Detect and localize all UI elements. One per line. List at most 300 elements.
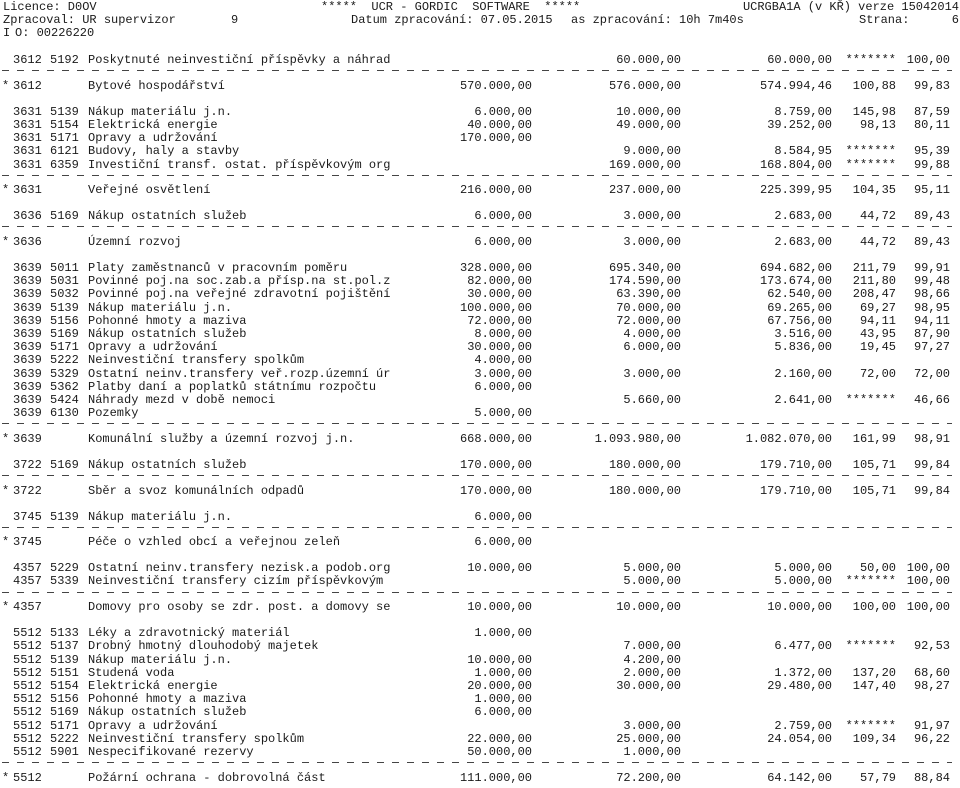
actual-value: 29.480,00: [767, 678, 832, 693]
item-code: 5139: [50, 300, 79, 315]
percent-of-adjusted: 99,84: [913, 457, 950, 472]
paragraph-code: 3639: [13, 287, 42, 302]
row-description: Komunální služby a územní rozvoj j.n.: [88, 431, 355, 446]
actual-value: 5.000,00: [774, 574, 832, 589]
header-line-2: [3, 13, 959, 27]
percent-of-adjusted: 99,48: [913, 274, 950, 289]
paragraph-code: 5512: [13, 692, 42, 707]
row-description: Ostatní neinv.transfery nezisk.a podob.org: [88, 561, 391, 576]
approved-budget: 6.000,00: [474, 209, 532, 224]
table-row: [0, 132, 960, 145]
percent-of-approved: 44,72: [859, 234, 896, 249]
percent-of-approved: 104,35: [852, 183, 896, 198]
paragraph-code: 5512: [13, 639, 42, 654]
actual-value: 39.252,00: [767, 117, 832, 132]
percent-of-approved: 147,40: [852, 678, 896, 693]
approved-budget: 170.000,00: [459, 457, 532, 472]
paragraph-code: 5512: [13, 678, 42, 693]
approved-budget: 30.000,00: [467, 287, 532, 302]
item-code: 5169: [50, 209, 79, 224]
approved-budget: 10.000,00: [467, 600, 532, 615]
actual-value: 60.000,00: [767, 53, 832, 67]
row-description: Nákup ostatních služeb: [88, 457, 247, 472]
percent-of-approved: 105,71: [852, 457, 896, 472]
item-code: 5031: [50, 274, 79, 289]
percent-of-adjusted: 94,11: [913, 313, 950, 328]
percent-of-adjusted: 92,53: [913, 639, 950, 654]
table-row: [0, 720, 960, 733]
table-row: [0, 119, 960, 132]
table-row: [0, 288, 960, 301]
row-description: Nespecifikované rezervy: [88, 744, 254, 759]
row-description: Péče o vzhled obcí a veřejnou zeleň: [88, 535, 341, 550]
dashed-separator: [2, 592, 952, 593]
paragraph-code: 3639: [13, 379, 42, 394]
actual-value: 225.399,95: [759, 183, 832, 198]
paragraph-code: 3612: [13, 78, 42, 93]
actual-value: 8.759,00: [774, 104, 832, 119]
total-marker: *: [2, 535, 10, 550]
adjusted-budget: 174.590,00: [608, 274, 681, 289]
adjusted-budget: 3.000,00: [623, 366, 681, 381]
paragraph-code: 4357: [13, 600, 42, 615]
item-code: 5151: [50, 665, 79, 680]
actual-value: 2.759,00: [774, 718, 832, 733]
dashed-separator: [2, 423, 952, 424]
adjusted-budget: 5.000,00: [623, 574, 681, 589]
approved-budget: 72.000,00: [467, 313, 532, 328]
row-description: Pozemky: [88, 406, 139, 421]
item-code: 6121: [50, 144, 79, 159]
row-description: Nákup ostatních služeb: [88, 326, 247, 341]
item-code: 5011: [50, 260, 79, 275]
adjusted-budget: 49.000,00: [616, 117, 681, 132]
percent-of-approved: *******: [845, 144, 896, 159]
adjusted-budget: 2.000,00: [623, 665, 681, 680]
row-description: Bytové hospodářství: [88, 78, 225, 93]
ico-value: O: 00226220: [15, 26, 95, 40]
item-code: 5169: [50, 457, 79, 472]
dashed-separator: [2, 175, 952, 176]
table-row: [0, 354, 960, 367]
ico-prefix: I: [3, 26, 11, 40]
total-marker: *: [2, 78, 10, 93]
paragraph-code: 3639: [13, 353, 42, 368]
table-row: [0, 706, 960, 719]
adjusted-budget: 72.200,00: [616, 770, 681, 785]
table-row: [0, 159, 960, 172]
adjusted-budget: 7.000,00: [623, 639, 681, 654]
item-code: 6359: [50, 157, 79, 172]
percent-of-adjusted: 95,39: [913, 144, 950, 159]
processed-by: Zpracoval: UR supervizor: [3, 13, 176, 27]
percent-of-adjusted: 89,43: [913, 209, 950, 224]
row-description: Domovy pro osoby se zdr. post. a domovy se: [88, 600, 391, 615]
percent-of-adjusted: 87,90: [913, 326, 950, 341]
table-row: [0, 680, 960, 693]
actual-value: 2.683,00: [774, 209, 832, 224]
paragraph-code: 3639: [13, 274, 42, 289]
row-description: Investiční transf. ostat. příspěvkovým org: [88, 157, 391, 172]
table-row: [0, 693, 960, 706]
row-description: Platby daní a poplatků státnímu rozpočtu: [88, 379, 377, 394]
adjusted-budget: 237.000,00: [608, 183, 681, 198]
actual-value: 2.683,00: [774, 234, 832, 249]
paragraph-code: 3639: [13, 260, 42, 275]
dashed-separator: [2, 70, 952, 71]
actual-value: 8.584,95: [774, 144, 832, 159]
approved-budget: 328.000,00: [459, 260, 532, 275]
row-description: Ostatní neinv.transfery veř.rozp.územní úr: [88, 366, 391, 381]
paragraph-code: 3639: [13, 406, 42, 421]
paragraph-code: 5512: [13, 665, 42, 680]
percent-of-adjusted: 100,00: [906, 53, 950, 67]
approved-budget: 100.000,00: [459, 300, 532, 315]
percent-of-approved: 105,71: [852, 483, 896, 498]
percent-of-adjusted: 95,11: [913, 183, 950, 198]
table-row: [0, 368, 960, 381]
row-description: Opravy a udržování: [88, 340, 218, 355]
percent-of-adjusted: 99,84: [913, 483, 950, 498]
paragraph-code: 5512: [13, 731, 42, 746]
percent-of-approved: 19,45: [859, 340, 896, 355]
row-description: Nákup ostatních služeb: [88, 705, 247, 720]
paragraph-code: 3639: [13, 431, 42, 446]
paragraph-code: 3631: [13, 157, 42, 172]
approved-budget: 1.000,00: [474, 626, 532, 641]
dashed-separator: [2, 527, 952, 528]
table-row: [0, 341, 960, 354]
adjusted-budget: 4.000,00: [623, 326, 681, 341]
section-total-row: [0, 80, 960, 93]
actual-value: 3.516,00: [774, 326, 832, 341]
table-row: [0, 262, 960, 275]
item-code: 5229: [50, 561, 79, 576]
item-code: 5222: [50, 731, 79, 746]
percent-of-adjusted: 80,11: [913, 117, 950, 132]
dashed-separator: [2, 762, 952, 763]
section-total-row: [0, 536, 960, 549]
percent-of-adjusted: 98,27: [913, 678, 950, 693]
table-row: [0, 746, 960, 759]
row-description: Poskytnuté neinvestiční příspěvky a náhrad: [88, 53, 391, 67]
adjusted-budget: 72.000,00: [616, 313, 681, 328]
item-code: 5032: [50, 287, 79, 302]
table-row: [0, 640, 960, 653]
paragraph-code: 5512: [13, 652, 42, 667]
item-code: 5133: [50, 626, 79, 641]
actual-value: 179.710,00: [759, 457, 832, 472]
table-row: [0, 54, 960, 67]
table-row: [0, 667, 960, 680]
item-code: 5901: [50, 744, 79, 759]
item-code: 5339: [50, 574, 79, 589]
row-description: Drobný hmotný dlouhodobý majetek: [88, 639, 319, 654]
paragraph-code: 3636: [13, 209, 42, 224]
approved-budget: 170.000,00: [459, 131, 532, 146]
adjusted-budget: 1.093.980,00: [594, 431, 681, 446]
percent-of-adjusted: 87,59: [913, 104, 950, 119]
approved-budget: 10.000,00: [467, 561, 532, 576]
paragraph-code: 5512: [13, 626, 42, 641]
approved-budget: 668.000,00: [459, 431, 532, 446]
actual-value: 62.540,00: [767, 287, 832, 302]
item-code: 5169: [50, 705, 79, 720]
percent-of-approved: 137,20: [852, 665, 896, 680]
adjusted-budget: 6.000,00: [623, 340, 681, 355]
dashed-separator: [2, 226, 952, 227]
row-description: Opravy a udržování: [88, 131, 218, 146]
item-code: 5137: [50, 639, 79, 654]
item-code: 5222: [50, 353, 79, 368]
approved-budget: 30.000,00: [467, 340, 532, 355]
table-row: [0, 275, 960, 288]
percent-of-approved: 100,00: [852, 600, 896, 615]
actual-value: 6.477,00: [774, 639, 832, 654]
adjusted-budget: 10.000,00: [616, 104, 681, 119]
processing-time: as zpracování: 10h 7m40s: [571, 13, 744, 27]
actual-value: 574.994,46: [759, 78, 832, 93]
paragraph-code: 3631: [13, 117, 42, 132]
page-label: Strana:: [859, 13, 910, 27]
adjusted-budget: 30.000,00: [616, 678, 681, 693]
row-description: Nákup materiálu j.n.: [88, 300, 233, 315]
approved-budget: 6.000,00: [474, 509, 532, 524]
percent-of-adjusted: 98,95: [913, 300, 950, 315]
actual-value: 24.054,00: [767, 731, 832, 746]
actual-value: 5.000,00: [774, 561, 832, 576]
paragraph-code: 3639: [13, 366, 42, 381]
percent-of-adjusted: 91,97: [913, 718, 950, 733]
percent-of-adjusted: 99,88: [913, 157, 950, 172]
adjusted-budget: 9.000,00: [623, 144, 681, 159]
adjusted-budget: 5.000,00: [623, 561, 681, 576]
percent-of-adjusted: 100,00: [906, 561, 950, 576]
item-code: 5139: [50, 104, 79, 119]
paragraph-code: 5512: [13, 705, 42, 720]
dashed-separator: [2, 475, 952, 476]
table-row: [0, 145, 960, 158]
percent-of-approved: 44,72: [859, 209, 896, 224]
licence-label: Licence: D0OV: [3, 0, 97, 14]
total-marker: *: [2, 183, 10, 198]
percent-of-approved: 145,98: [852, 104, 896, 119]
adjusted-budget: 3.000,00: [623, 209, 681, 224]
row-description: Platy zaměstnanců v pracovním poměru: [88, 260, 348, 275]
item-code: 5154: [50, 117, 79, 132]
item-code: 5156: [50, 692, 79, 707]
approved-budget: 82.000,00: [467, 274, 532, 289]
row-description: Opravy a udržování: [88, 718, 218, 733]
actual-value: 2.641,00: [774, 392, 832, 407]
actual-value: 694.682,00: [759, 260, 832, 275]
adjusted-budget: 3.000,00: [623, 718, 681, 733]
percent-of-adjusted: 97,27: [913, 340, 950, 355]
percent-of-adjusted: 100,00: [906, 574, 950, 589]
page-number: 6: [951, 13, 959, 27]
item-code: 5156: [50, 313, 79, 328]
percent-of-approved: *******: [845, 718, 896, 733]
row-description: Neinvestiční transfery spolkům: [88, 353, 305, 368]
section-total-row: [0, 485, 960, 498]
percent-of-approved: 72,00: [859, 366, 896, 381]
section-total-row: [0, 236, 960, 249]
adjusted-budget: 63.390,00: [616, 287, 681, 302]
item-code: 5192: [50, 53, 79, 67]
adjusted-budget: 10.000,00: [616, 600, 681, 615]
table-row: [0, 575, 960, 588]
adjusted-budget: 60.000,00: [616, 53, 681, 67]
table-row: [0, 210, 960, 223]
actual-value: 173.674,00: [759, 274, 832, 289]
table-row: [0, 407, 960, 420]
adjusted-budget: 1.000,00: [623, 744, 681, 759]
actual-value: 64.142,00: [767, 770, 832, 785]
approved-budget: 6.000,00: [474, 234, 532, 249]
table-row: [0, 511, 960, 524]
percent-of-approved: 94,11: [859, 313, 896, 328]
actual-value: 2.160,00: [774, 366, 832, 381]
table-row: [0, 654, 960, 667]
row-description: Povinné poj.na soc.zab.a přísp.na st.pol.z: [88, 274, 391, 289]
percent-of-adjusted: 99,83: [913, 78, 950, 93]
percent-of-approved: 43,95: [859, 326, 896, 341]
item-code: 5362: [50, 379, 79, 394]
percent-of-approved: 208,47: [852, 287, 896, 302]
approved-budget: 1.000,00: [474, 665, 532, 680]
percent-of-approved: 57,79: [859, 770, 896, 785]
item-code: 5424: [50, 392, 79, 407]
item-code: 5139: [50, 652, 79, 667]
paragraph-code: 3722: [13, 457, 42, 472]
approved-budget: 111.000,00: [459, 770, 532, 785]
paragraph-code: 3631: [13, 104, 42, 119]
paragraph-code: 4357: [13, 574, 42, 589]
percent-of-approved: *******: [845, 157, 896, 172]
row-description: Neinvestiční transfery spolkům: [88, 731, 305, 746]
total-marker: *: [2, 770, 10, 785]
header-line-1: [3, 0, 959, 14]
percent-of-approved: 109,34: [852, 731, 896, 746]
actual-value: 1.082.070,00: [745, 431, 832, 446]
percent-of-approved: 211,79: [852, 260, 896, 275]
actual-value: 67.756,00: [767, 313, 832, 328]
row-description: Budovy, haly a stavby: [88, 144, 240, 159]
processing-date: Datum zpracování: 07.05.2015: [351, 13, 553, 27]
row-description: Nákup materiálu j.n.: [88, 104, 233, 119]
table-row: [0, 733, 960, 746]
item-code: 5139: [50, 509, 79, 524]
actual-value: 179.710,00: [759, 483, 832, 498]
paragraph-code: 3639: [13, 300, 42, 315]
approved-budget: 4.000,00: [474, 353, 532, 368]
section-total-row: [0, 433, 960, 446]
paragraph-code: 3722: [13, 483, 42, 498]
percent-of-approved: 50,00: [859, 561, 896, 576]
total-marker: *: [2, 600, 10, 615]
actual-value: 1.372,00: [774, 665, 832, 680]
percent-of-adjusted: 88,84: [913, 770, 950, 785]
adjusted-budget: 3.000,00: [623, 234, 681, 249]
item-code: 5171: [50, 340, 79, 355]
percent-of-adjusted: 98,91: [913, 431, 950, 446]
row-description: Studená voda: [88, 665, 175, 680]
item-code: 5171: [50, 718, 79, 733]
item-code: 5169: [50, 326, 79, 341]
item-code: 5329: [50, 366, 79, 381]
actual-value: 10.000,00: [767, 600, 832, 615]
paragraph-code: 3612: [13, 53, 42, 67]
row-description: Léky a zdravotnický materiál: [88, 626, 290, 641]
percent-of-adjusted: 72,00: [913, 366, 950, 381]
table-row: [0, 302, 960, 315]
section-total-row: [0, 184, 960, 197]
paragraph-code: 3639: [13, 326, 42, 341]
percent-of-adjusted: 100,00: [906, 600, 950, 615]
item-code: 5154: [50, 678, 79, 693]
row-description: Územní rozvoj: [88, 234, 182, 249]
table-row: [0, 627, 960, 640]
paragraph-code: 5512: [13, 718, 42, 733]
table-row: [0, 106, 960, 119]
adjusted-budget: 70.000,00: [616, 300, 681, 315]
paragraph-code: 5512: [13, 770, 42, 785]
actual-value: 168.804,00: [759, 157, 832, 172]
approved-budget: 1.000,00: [474, 692, 532, 707]
paragraph-code: 3636: [13, 234, 42, 249]
table-row: [0, 328, 960, 341]
processed-by-number: 9: [231, 13, 239, 27]
adjusted-budget: 180.000,00: [608, 457, 681, 472]
adjusted-budget: 576.000,00: [608, 78, 681, 93]
row-description: Náhrady mezd v době nemoci: [88, 392, 276, 407]
percent-of-approved: 69,27: [859, 300, 896, 315]
approved-budget: 3.000,00: [474, 366, 532, 381]
adjusted-budget: 5.660,00: [623, 392, 681, 407]
paragraph-code: 3631: [13, 144, 42, 159]
section-total-row: [0, 772, 960, 785]
approved-budget: 170.000,00: [459, 483, 532, 498]
row-description: Elektrická energie: [88, 117, 218, 132]
adjusted-budget: 169.000,00: [608, 157, 681, 172]
approved-budget: 216.000,00: [459, 183, 532, 198]
percent-of-adjusted: 98,66: [913, 287, 950, 302]
actual-value: 5.836,00: [774, 340, 832, 355]
table-row: [0, 381, 960, 394]
approved-budget: 6.000,00: [474, 535, 532, 550]
approved-budget: 5.000,00: [474, 406, 532, 421]
row-description: Veřejné osvětlení: [88, 183, 211, 198]
approved-budget: 8.000,00: [474, 326, 532, 341]
approved-budget: 6.000,00: [474, 705, 532, 720]
row-description: Elektrická energie: [88, 678, 218, 693]
paragraph-code: 5512: [13, 744, 42, 759]
adjusted-budget: 695.340,00: [608, 260, 681, 275]
approved-budget: 40.000,00: [467, 117, 532, 132]
row-description: Nákup materiálu j.n.: [88, 652, 233, 667]
approved-budget: 20.000,00: [467, 678, 532, 693]
item-code: 5171: [50, 131, 79, 146]
approved-budget: 570.000,00: [459, 78, 532, 93]
total-marker: *: [2, 234, 10, 249]
table-row: [0, 394, 960, 407]
section-total-row: [0, 601, 960, 614]
table-row: [0, 315, 960, 328]
row-description: Povinné poj.na veřejné zdravotní pojištění: [88, 287, 391, 302]
paragraph-code: 3745: [13, 535, 42, 550]
percent-of-adjusted: 46,66: [913, 392, 950, 407]
percent-of-approved: 98,13: [859, 117, 896, 132]
